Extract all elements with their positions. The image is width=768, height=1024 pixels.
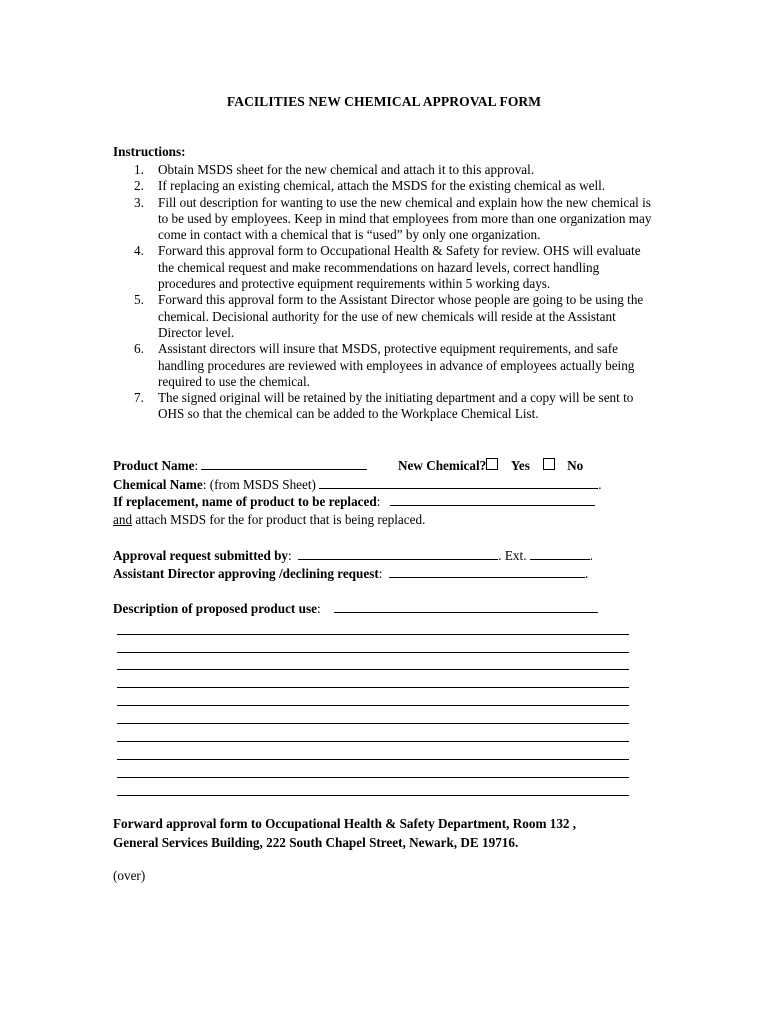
description-line[interactable] — [117, 652, 629, 653]
approver-label: Assistant Director approving /declining request — [113, 566, 379, 581]
chemical-name-label: Chemical Name — [113, 477, 203, 492]
description-row: Description of proposed product use: — [113, 600, 598, 617]
no-label: No — [567, 458, 584, 473]
instructions-list — [113, 162, 658, 423]
ext-field[interactable] — [530, 547, 590, 560]
yes-checkbox[interactable] — [486, 458, 498, 470]
and-word: and — [113, 512, 133, 527]
description-line[interactable] — [117, 634, 629, 635]
product-name-label: Product Name — [113, 458, 195, 473]
description-line[interactable] — [117, 777, 629, 778]
list-item: 7. The signed original will be retained by the initiating department and a copy will be sent to OHS so that the chemical can be added to the Workplace Chemical List. — [134, 390, 634, 422]
description-label: Description of proposed product use — [113, 601, 317, 616]
chemical-name-field[interactable] — [319, 476, 598, 489]
yes-label: Yes — [510, 458, 530, 473]
replacement-label: If replacement, name of product to be replaced — [113, 494, 377, 509]
form-title: FACILITIES NEW CHEMICAL APPROVAL FORM — [226, 94, 542, 109]
submitted-by-row: Approval request submitted by: . Ext. . — [113, 548, 594, 563]
instructions-heading: Instructions: — [113, 144, 186, 159]
list-item: 3. Fill out description for wanting to use the new chemical and explain how the new chemical is to be used by employees. Keep in mind that employees from more than one organization may come in contact with a chemical that is “used” by only one organization. — [134, 194, 652, 243]
list-item: 4. Forward this approval form to Occupational Health & Safety for review. OHS will evaluate the chemical request and make recommendations on hazard levels, correct handling procedures and protective equipment requirements within 5 working days. — [134, 243, 641, 292]
chemical-name-note: : (from MSDS Sheet) — [202, 477, 316, 492]
replacement-field[interactable] — [390, 493, 595, 506]
approver-field[interactable] — [389, 565, 585, 578]
description-line[interactable] — [117, 687, 629, 688]
description-line[interactable] — [117, 723, 629, 724]
list-item: 2. If replacing an existing chemical, attach the MSDS for the existing chemical as well. — [134, 178, 606, 194]
description-field[interactable] — [334, 600, 598, 613]
list-item: 6. Assistant directors will insure that MSDS, protective equipment requirements, and safe handling procedures are reviewed with employees in advance of employees actually being required to use the chemical. — [134, 341, 635, 389]
chemical-name-row: Chemical Name: (from MSDS Sheet) . — [113, 477, 602, 492]
list-item: 1. Obtain MSDS sheet for the new chemical and attach it to this approval. — [134, 162, 535, 177]
description-line[interactable] — [117, 705, 629, 706]
description-line[interactable] — [117, 795, 629, 796]
new-chemical-label: New Chemical? — [398, 458, 487, 473]
footer-line-2: General Services Building, 222 South Chapel Street, Newark, DE 19716. — [113, 835, 519, 850]
product-name-row: Product Name: New Chemical? Yes No — [113, 458, 584, 473]
attach-note-row — [113, 511, 425, 528]
description-line[interactable] — [117, 741, 629, 742]
list-item: 5. Forward this approval form to the Assistant Director whose people are going to be using the chemical. Decisional authority for the use of new chemicals will reside at the Assistant Director level. — [134, 292, 644, 340]
ext-label: Ext. — [504, 548, 527, 563]
no-checkbox[interactable] — [543, 458, 555, 470]
over-note: (over) — [113, 868, 146, 883]
product-name-field[interactable] — [201, 457, 367, 470]
submitted-by-field[interactable] — [298, 547, 498, 560]
footer-line-1: Forward approval form to Occupational Health & Safety Department, Room 132 , — [113, 816, 577, 831]
attach-note: attach MSDS for the for product that is being replaced. — [132, 512, 426, 527]
approver-row: Assistant Director approving /declining request: . — [113, 566, 589, 581]
description-line[interactable] — [117, 669, 629, 670]
submitted-by-label: Approval request submitted by — [113, 548, 289, 563]
description-line[interactable] — [117, 759, 629, 760]
replacement-row: If replacement, name of product to be replaced: — [113, 493, 595, 510]
